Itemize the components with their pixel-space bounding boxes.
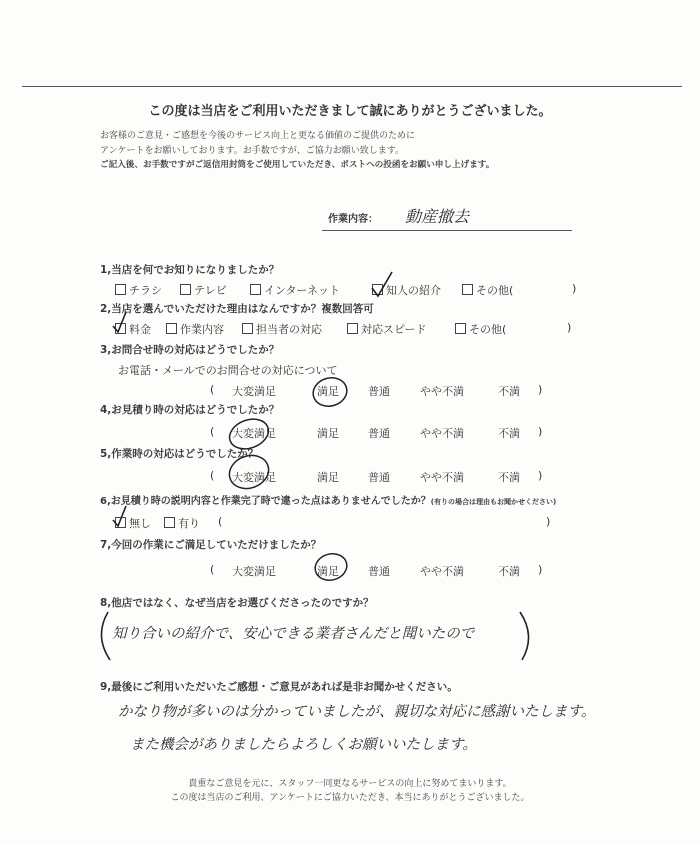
q2-question: 2,当店を選んでいただけた理由はなんですか？複数回答可: [100, 303, 374, 315]
checkbox[interactable]: [166, 323, 177, 334]
rating-satisfied[interactable]: 満足: [317, 471, 339, 484]
checkbox[interactable]: [242, 323, 253, 334]
intro-line-3: ご記入後、お手数ですがご返信用封筒をご使用していただき、ポストへの投函をお願い申し上げます。: [100, 160, 495, 170]
checkbox[interactable]: [372, 284, 383, 295]
rating-close: ): [538, 469, 543, 482]
rating-neutral[interactable]: 普通: [368, 471, 390, 484]
q6-reason-open: (: [218, 515, 223, 528]
rating-dissatisfied[interactable]: 不満: [498, 565, 520, 578]
q2-option-work[interactable]: [166, 321, 224, 337]
rating-very-satisfied[interactable]: 大変満足: [232, 385, 276, 398]
work-label: 作業内容：: [328, 214, 378, 225]
option-label: テレビ: [194, 284, 227, 297]
q1-other-close: ): [572, 282, 577, 295]
rating-somewhat-dissatisfied[interactable]: やや不満: [420, 427, 464, 440]
option-label: 作業内容: [180, 323, 224, 336]
rating-very-satisfied[interactable]: 大変満足: [232, 471, 276, 484]
q5-question: 5,作業時の対応はどうでしたか？: [100, 448, 259, 460]
q1-option-tv[interactable]: [180, 282, 227, 298]
q6-option-yes[interactable]: [164, 515, 200, 531]
checkbox[interactable]: [115, 517, 126, 528]
rating-neutral[interactable]: 普通: [368, 385, 390, 398]
q8-close-paren: [520, 612, 529, 660]
q1-option-referral[interactable]: [372, 282, 441, 298]
q9-answer-line-1[interactable]: かなり物が多いのは分かっていましたが、親切な対応に感謝いたします。: [118, 704, 596, 720]
rating-open: (: [210, 383, 215, 396]
option-label: インターネット: [264, 284, 341, 297]
rating-very-satisfied[interactable]: 大変満足: [232, 565, 276, 578]
rating-neutral[interactable]: 普通: [368, 565, 390, 578]
rating-dissatisfied[interactable]: 不満: [498, 471, 520, 484]
page-title: この度は当店をご利用いただきまして誠にありがとうございました。: [148, 104, 552, 119]
option-label: 料金: [129, 323, 151, 336]
rating-neutral[interactable]: 普通: [368, 427, 390, 440]
intro-line-2: アンケートをお願いしております。お手数ですが、ご協力お願い致します。: [100, 146, 405, 156]
q1-option-internet[interactable]: [250, 282, 340, 298]
q1-question: 1,当店を何でお知りになりましたか？: [100, 264, 280, 276]
q2-option-speed[interactable]: [347, 321, 427, 337]
option-label: 担当者の対応: [256, 323, 322, 336]
rating-close: ): [538, 563, 543, 576]
option-label: 対応スピード: [361, 323, 427, 336]
work-value[interactable]: 動産撤去: [405, 207, 470, 226]
option-label: その他(: [469, 323, 507, 336]
rating-open: (: [210, 425, 215, 438]
checkbox[interactable]: [164, 517, 175, 528]
q9-answer-line-2[interactable]: また機会がありましたらよろしくお願いいたします。: [130, 737, 477, 753]
rating-satisfied[interactable]: 満足: [317, 385, 339, 398]
footer-line-2: この度は当店のご利用、アンケートにご協力いただき、本当にありがとうございました。: [170, 793, 530, 803]
q2-other-close: ): [567, 321, 572, 334]
q6-question-text: 6,お見積り時の説明内容と作業完了時で違った点はありませんでしたか？: [100, 496, 431, 507]
q6-note: (有りの場合は理由もお聞かせください): [430, 498, 557, 506]
q1-option-flyer[interactable]: [115, 282, 162, 298]
q8-question: 8,他店ではなく、なぜ当店をお選びくださったのですか？: [100, 597, 374, 609]
rating-open: (: [210, 563, 215, 576]
rating-very-satisfied[interactable]: 大変満足: [232, 427, 276, 440]
option-label: 有り: [178, 517, 200, 530]
option-label: 知人の紹介: [386, 284, 441, 297]
rating-somewhat-dissatisfied[interactable]: やや不満: [420, 385, 464, 398]
rating-open: (: [210, 469, 215, 482]
q6-reason-close: ): [546, 515, 551, 528]
checkbox[interactable]: [180, 284, 191, 295]
q6-question: [100, 492, 556, 507]
q2-option-staff[interactable]: [242, 321, 322, 337]
option-label: その他(: [476, 284, 514, 297]
rating-close: ): [538, 425, 543, 438]
rating-somewhat-dissatisfied[interactable]: やや不満: [420, 565, 464, 578]
q4-question: 4,お見積り時の対応はどうでしたか？: [100, 404, 280, 416]
checkbox[interactable]: [347, 323, 358, 334]
footer-line-1: 貴重なご意見を元に、スタッフ一同更なるサービスの向上に努めてまいります。: [188, 779, 512, 789]
checkbox[interactable]: [115, 323, 126, 334]
checkbox[interactable]: [115, 284, 126, 295]
rating-dissatisfied[interactable]: 不満: [498, 385, 520, 398]
q7-question: 7,今回の作業にご満足していただけましたか？: [100, 539, 322, 551]
q1-option-other[interactable]: [462, 282, 513, 298]
intro-line-1: お客様のご意見・ご感想を今後のサービス向上と更なる価値のご提供のために: [100, 131, 416, 141]
rating-close: ): [538, 383, 543, 396]
top-rule: [22, 86, 682, 87]
checkbox[interactable]: [455, 323, 466, 334]
rating-satisfied[interactable]: 満足: [317, 427, 339, 440]
option-label: 無し: [129, 517, 151, 530]
q3-question: 3,お問合せ時の対応はどうでしたか？: [100, 344, 280, 356]
work-underline: [322, 230, 572, 231]
q9-question: 9,最後にご利用いただいたご感想・ご意見があれば是非お聞かせください。: [100, 681, 458, 693]
rating-somewhat-dissatisfied[interactable]: やや不満: [420, 471, 464, 484]
rating-satisfied[interactable]: 満足: [317, 565, 339, 578]
q3-subtext: お電話・メールでのお問合せの対応について: [118, 364, 338, 377]
checkbox[interactable]: [462, 284, 473, 295]
q8-answer[interactable]: 知り合いの紹介で、安心できる業者さんだと聞いたので: [112, 626, 475, 642]
q2-option-price[interactable]: [115, 321, 151, 337]
checkbox[interactable]: [250, 284, 261, 295]
rating-dissatisfied[interactable]: 不満: [498, 427, 520, 440]
q6-option-none[interactable]: [115, 515, 151, 531]
option-label: チラシ: [129, 284, 162, 297]
q2-option-other[interactable]: [455, 321, 506, 337]
q8-open-paren: [101, 612, 110, 660]
